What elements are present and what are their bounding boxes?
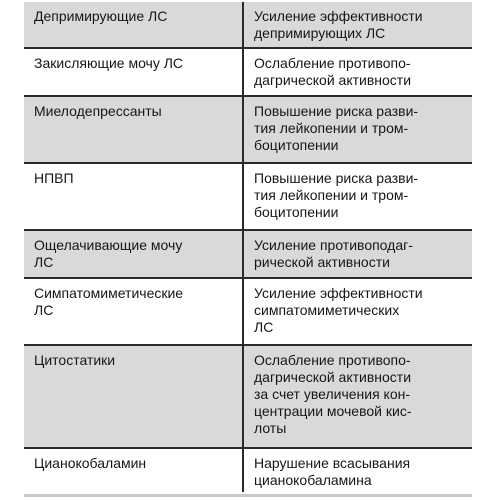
drug-cell xyxy=(24,448,243,492)
drug-cell xyxy=(24,230,243,278)
effect-line: за счет увеличения кон- xyxy=(254,386,411,402)
effect-line: депримирующих ЛС xyxy=(254,25,386,41)
effect-line: симпатомиметических xyxy=(254,302,400,318)
effect-cell xyxy=(243,96,472,163)
drug-line: НПВП xyxy=(34,170,74,186)
effect-line: Повышение риска разви- xyxy=(254,170,419,186)
drug-cell xyxy=(24,2,243,48)
effect-line: рической активности xyxy=(254,254,390,270)
effect-line: Повышение риска разви- xyxy=(254,103,419,119)
table-row xyxy=(24,48,472,96)
drug-line: Симпатомиметические xyxy=(34,285,184,301)
effect-cell xyxy=(243,163,472,230)
drug-line: Цианокобаламин xyxy=(34,455,147,471)
effect-cell xyxy=(243,448,472,492)
effect-cell xyxy=(243,345,472,448)
drug-line: Цитостатики xyxy=(34,352,116,368)
drug-line: Ощелачивающие мочу xyxy=(34,237,183,253)
effect-line: Усиление противоподаг- xyxy=(254,237,413,253)
drug-cell xyxy=(24,96,243,163)
effect-line: дагрической активности xyxy=(254,369,412,385)
effect-line: тия лейкопении и тром- xyxy=(254,120,409,136)
table-row xyxy=(24,2,472,48)
effect-line: Усиление эффективности xyxy=(254,285,423,301)
table-row xyxy=(24,278,472,345)
drug-cell xyxy=(24,278,243,345)
table-row xyxy=(24,345,472,448)
table-row xyxy=(24,163,472,230)
effect-line: дагрической активности xyxy=(254,72,412,88)
effect-line: ЛС xyxy=(254,319,274,335)
drug-line: Закисляющие мочу ЛС xyxy=(34,55,184,71)
effect-line: боцитопении xyxy=(254,204,339,220)
drug-cell xyxy=(24,163,243,230)
effect-line: Ослабление противопо- xyxy=(254,352,411,368)
effect-line: Нарушение всасывания xyxy=(254,455,411,471)
table-row xyxy=(24,448,472,492)
bottom-rule xyxy=(24,494,472,497)
effect-line: боцитопении xyxy=(254,137,339,153)
drug-line: Миелодепрессанты xyxy=(34,103,162,119)
drug-line: ЛС xyxy=(34,302,54,318)
effect-line: цианокобаламина xyxy=(254,472,372,488)
drug-interaction-table xyxy=(24,2,472,492)
effect-line: тия лейкопении и тром- xyxy=(254,187,409,203)
drug-line: Депримирующие ЛС xyxy=(34,8,168,24)
effect-cell xyxy=(243,2,472,48)
table-row xyxy=(24,230,472,278)
table-row xyxy=(24,96,472,163)
effect-line: лоты xyxy=(254,420,287,436)
drug-cell xyxy=(24,48,243,96)
drug-cell xyxy=(24,345,243,448)
effect-line: Ослабление противопо- xyxy=(254,55,411,71)
effect-cell xyxy=(243,48,472,96)
drug-line: ЛС xyxy=(34,254,54,270)
effect-line: центрации мочевой кис- xyxy=(254,403,412,419)
effect-cell xyxy=(243,278,472,345)
effect-cell xyxy=(243,230,472,278)
effect-line: Усиление эффективности xyxy=(254,8,423,24)
